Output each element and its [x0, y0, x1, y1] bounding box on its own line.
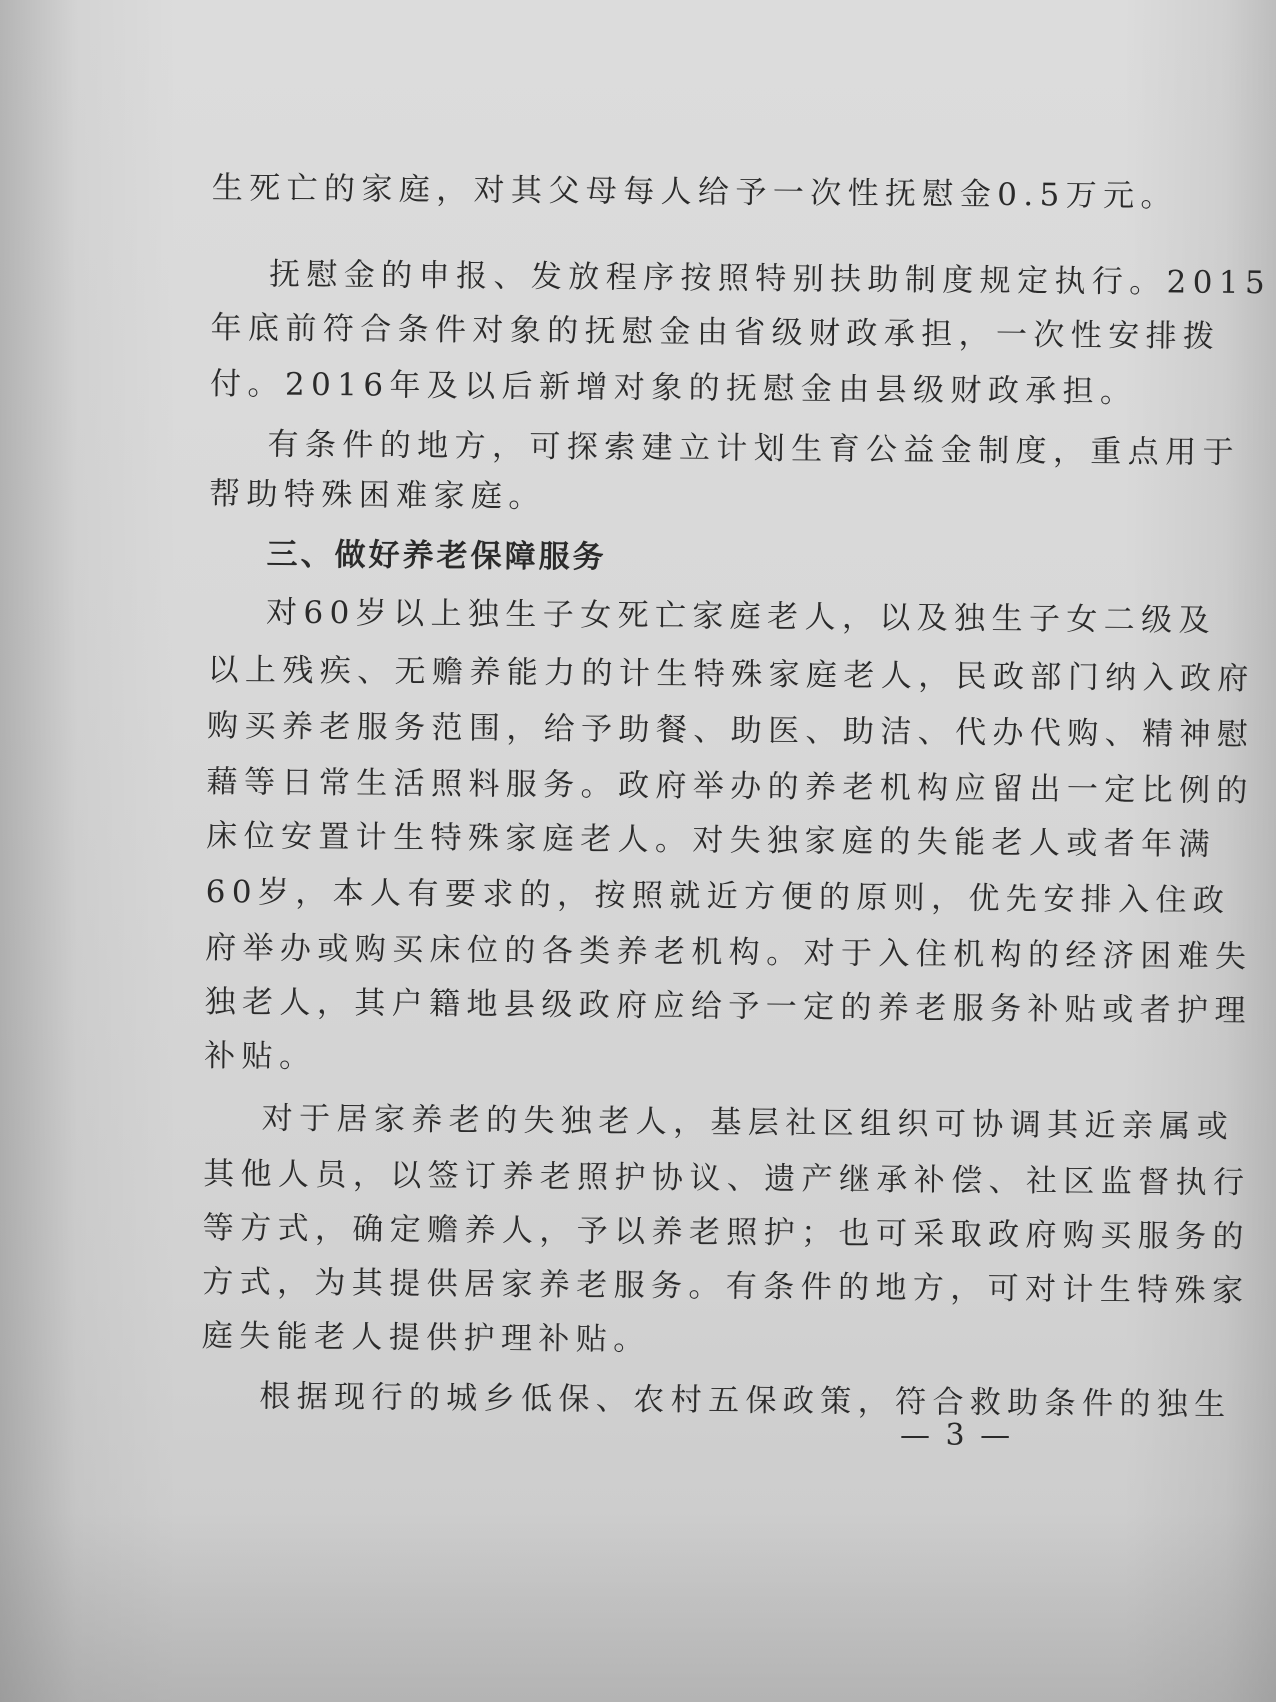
page-number: — 3 —	[900, 1418, 1014, 1453]
text-line: 床位安置计生特殊家庭老人。对失独家庭的失能老人或者年满	[206, 817, 1217, 863]
text-line: 对60岁以上独生子女死亡家庭老人，以及独生子女二级及	[265, 594, 1217, 639]
text-line: 独老人，其户籍地县级政府应给予一定的养老服务补贴或者护理	[204, 983, 1253, 1030]
document-body	[201, 168, 1272, 1423]
text-line: 购买养老服务范围，给予助餐、助医、助洁、代办代购、精神慰	[206, 707, 1255, 754]
text-line: 有条件的地方，可探索建立计划生育公益金制度，重点用于	[267, 426, 1241, 471]
text-line: 藉等日常生活照料服务。政府举办的养老机构应留出一定比例的	[206, 763, 1254, 810]
text-line: 帮助特殊困难家庭。	[208, 475, 546, 515]
text-line: 抚慰金的申报、发放程序按照特别扶助制度规定执行。2015	[268, 256, 1272, 302]
text-line: 年底前符合条件对象的抚慰金由省级财政承担，一次性安排拨	[210, 309, 1221, 355]
text-line: 以上残疾、无赡养能力的计生特殊家庭老人，民政部门纳入政府	[207, 651, 1255, 698]
text-line: 方式，为其提供居家养老服务。有条件的地方，可对计生特殊家	[202, 1263, 1250, 1310]
text-line: 对于居家养老的失独老人，基层社区组织可协调其近亲属或	[261, 1100, 1235, 1145]
text-line: 60岁，本人有要求的，按照就近方便的原则，优先安排入住政	[205, 873, 1231, 919]
section-heading: 三、做好养老保障服务	[266, 536, 607, 576]
text-line: 庭失能老人提供护理补贴。	[201, 1317, 651, 1358]
text-line: 其他人员，以签订养老照护协议、遗产继承补偿、社区监督执行	[203, 1155, 1251, 1202]
text-line: 生死亡的家庭，对其父母每人给予一次性抚慰金0.5万元。	[211, 169, 1179, 215]
text-line: 等方式，确定赡养人，予以养老照护；也可采取政府购买服务的	[202, 1209, 1251, 1256]
text-line: 根据现行的城乡低保、农村五保政策，符合救助条件的独生	[259, 1378, 1232, 1423]
photo-shadow	[0, 1512, 1276, 1702]
text-line: 付。2016年及以后新增对象的抚慰金由县级财政承担。	[209, 365, 1138, 411]
text-line: 补贴。	[204, 1037, 317, 1075]
text-line: 府举办或购买床位的各类养老机构。对于入住机构的经济困难失	[205, 929, 1253, 976]
